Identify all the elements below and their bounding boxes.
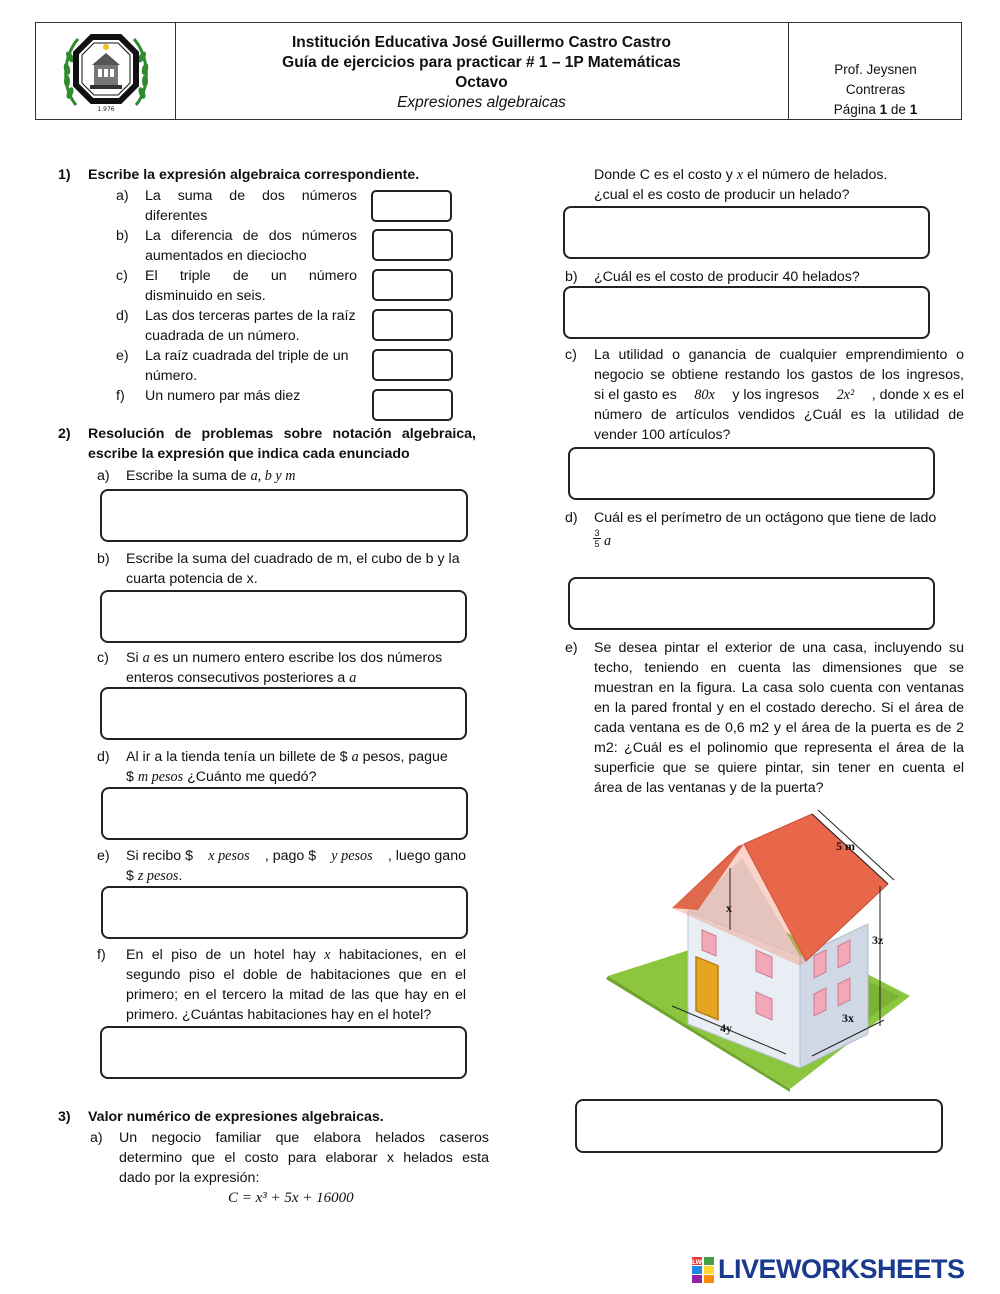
q2f-var: x [324, 947, 331, 963]
q3a-cont-pre: Donde C es el costo y [594, 167, 737, 183]
prof-name-1: Prof. Jeysnen [834, 62, 917, 77]
q2c-line1 [126, 648, 442, 668]
q3c-line5: vender 100 artículos? [594, 427, 731, 443]
q1a-answer-box[interactable] [371, 190, 452, 222]
q3c-line3-post: , donde x es el [871, 387, 964, 403]
q2f-answer-box[interactable] [100, 1026, 467, 1079]
q3d-letter: d) [565, 510, 578, 526]
q2e-line2-post: . [178, 868, 183, 884]
q3-number: 3) [58, 1109, 71, 1125]
q3a-cont-line1 [594, 165, 887, 185]
q2d-letter: d) [97, 749, 110, 765]
q1b-answer-box[interactable] [372, 229, 453, 261]
q2e-line1 [126, 846, 466, 866]
q1c-answer-box[interactable] [372, 269, 453, 301]
q1b-letter: b) [116, 228, 129, 244]
q2b-letter: b) [97, 551, 110, 567]
q1-title: Escribe la expresión algebraica correspondiente. [88, 167, 420, 183]
q1e-answer-box[interactable] [372, 349, 453, 381]
q2e-line2-pre: $ [126, 868, 138, 884]
q3a-formula: C = x³ + 5x + 16000 [228, 1190, 354, 1206]
q3d-line1: Cuál es el perímetro de un octágono que tiene de lado [594, 510, 937, 526]
q2e-part1: Si recibo $ [126, 848, 194, 864]
q3c-line4: número de artículos vendidos ¿Cuál es la utilidad de [594, 407, 964, 423]
q3-title: Valor numérico de expresiones algebraicas. [88, 1109, 384, 1125]
q2e-part3: , luego gano [387, 848, 466, 864]
q3c-line3-mid: y los ingresos [732, 387, 820, 403]
q3a-line3: dado por la expresión: [119, 1170, 260, 1186]
q3b-text: ¿Cuál es el costo de producir 40 helados? [594, 269, 860, 285]
header-table [35, 22, 962, 120]
q1e-line1: La raíz cuadrada del triple de un [145, 348, 349, 364]
q3b-letter: b) [565, 269, 578, 285]
q3a-answer-box[interactable] [563, 206, 930, 259]
q1a-line2: diferentes [145, 208, 208, 224]
q2f-line3: primero; en el tercero la mitad de las que hay en el [126, 987, 466, 1003]
q2c-line2 [126, 668, 356, 688]
q2-title-line1: Resolución de problemas sobre notación algebraica, [88, 426, 476, 442]
q3e-line4: en la pared frontal y en el costado derecho. Si el área de [594, 700, 964, 716]
q1c-line2: disminuido en seis. [145, 288, 266, 304]
q2d-post: pesos, pague [358, 749, 448, 765]
q3d-frac-den: 5 [594, 539, 600, 549]
q3e-line2: techo, teniendo en cuenta las dimensiones que se [594, 660, 964, 676]
page-of: de [890, 102, 906, 117]
liveworksheets-brand: LIVEWORKSHEETS [718, 1254, 965, 1284]
q1e-letter: e) [116, 348, 129, 364]
q2b-answer-box[interactable] [100, 590, 467, 643]
label-side-3x: 3x [842, 1011, 854, 1025]
q1b-line2: aumentados en dieciocho [145, 248, 307, 264]
q2b-line2: cuarta potencia de x. [126, 571, 258, 587]
q3c-letter: c) [565, 347, 577, 363]
q2-number: 2) [58, 426, 71, 442]
label-height-3z: 3z [872, 933, 884, 947]
page-number: 1 [879, 102, 888, 117]
q2f-line1 [126, 945, 466, 965]
q3a-cont-line2: ¿cual el es costo de producir un helado? [594, 187, 850, 203]
q3b-answer-box[interactable] [563, 286, 930, 339]
q2e-answer-box[interactable] [101, 886, 468, 939]
q3e-letter: e) [565, 640, 578, 656]
label-front-4y: 4y [720, 1021, 732, 1035]
q1d-letter: d) [116, 308, 129, 324]
q1b-line1: La diferencia de dos números [145, 228, 357, 244]
house-door [696, 957, 718, 1020]
q2e-part2: , pago $ [264, 848, 317, 864]
q2f-line4: primero. ¿Cuántas habitaciones hay en el hotel? [126, 1007, 432, 1023]
q2c-var: a [142, 650, 150, 666]
logo-cell [36, 23, 176, 119]
q2d-line2-pre: $ [126, 769, 138, 785]
q1a-line1: La suma de dos números [145, 188, 357, 204]
q3a-cont-var: x [736, 167, 744, 183]
q2c-line2-text: enteros consecutivos posteriores a [126, 670, 350, 686]
page-label: Página [833, 102, 876, 117]
q3c-line1: La utilidad o ganancia de cualquier emprendimiento o [594, 347, 964, 363]
prof-cell [788, 23, 962, 119]
q3e-line1: Se desea pintar el exterior de una casa, incluyendo su [594, 640, 964, 656]
q3e-line8: área de las ventanas y de la puerta? [594, 780, 824, 796]
q1f-answer-box[interactable] [372, 389, 453, 421]
q2f-line1-pre: En el piso de un hotel hay [126, 947, 325, 963]
q2c-var2: a [349, 670, 357, 686]
q1-number: 1) [58, 167, 71, 183]
q3c-line2: negocio se obtiene restando los gastos de los ingresos, [594, 367, 964, 383]
q3a-line2: determino que el costo para elaborar x helados esta [119, 1150, 489, 1166]
q3e-line7: superficie que se quiere pintar, sin tener en cuenta el [594, 760, 964, 776]
q2c-letter: c) [97, 650, 109, 666]
q1f-line1: Un numero par más diez [145, 388, 301, 404]
q2-title-line2: escribe la expresión que indica cada enunciado [88, 446, 410, 462]
q2e-line2 [126, 866, 182, 886]
q3d-answer-box[interactable] [568, 577, 935, 630]
q1d-line2: cuadrada de un número. [145, 328, 300, 344]
q3c-m2: 2x² [836, 387, 855, 403]
q1d-answer-box[interactable] [372, 309, 453, 341]
q2c-post: es un numero entero escribe los dos números [149, 650, 443, 666]
q2d-pre: Al ir a la tienda tenía un billete de $ [126, 749, 352, 765]
q2c-answer-box[interactable] [100, 687, 467, 740]
q2a-text-plain: Escribe la suma de [126, 468, 251, 484]
house-figure [600, 806, 920, 1092]
q2d-line2-post: ¿Cuánto me quedó? [183, 769, 317, 785]
q2a-letter: a) [97, 468, 110, 484]
logo-year: 1.976 [97, 106, 115, 113]
q2a-math: a, b y m [250, 468, 296, 484]
q2f-letter: f) [97, 947, 106, 963]
q1a-letter: a) [116, 188, 129, 204]
liveworksheets-logo[interactable] [692, 1256, 988, 1284]
q3e-answer-box[interactable] [575, 1099, 943, 1153]
q2e-m1: x pesos [208, 848, 250, 864]
prof-name-2: Contreras [845, 82, 906, 97]
q3e-line3: muestran en la figura. La casa solo cuenta con ventanas [594, 680, 964, 696]
q2d-var: a [351, 749, 359, 765]
q1c-letter: c) [116, 268, 128, 284]
q2b-line1: Escribe la suma del cuadrado de m, el cubo de b y la [126, 551, 460, 567]
page-indicator [789, 100, 962, 120]
q2d-answer-box[interactable] [101, 787, 468, 840]
school-logo [56, 27, 156, 117]
page-total: 1 [909, 102, 918, 117]
q1d-line1: Las dos terceras partes de la raíz [145, 308, 356, 324]
q1f-letter: f) [116, 388, 125, 404]
q3c-line3 [594, 385, 964, 405]
q3e-line6: m2: ¿Cuál es el polinomio que representa el área de la [594, 740, 964, 756]
guide-title: Guía de ejercicios para practicar # 1 – 1P Matemáticas [282, 54, 681, 71]
q2d-line2-math: m pesos [137, 769, 184, 785]
q3c-answer-box[interactable] [568, 447, 935, 500]
q2e-letter: e) [97, 848, 110, 864]
topic-label: Expresiones algebraicas [397, 94, 566, 111]
q2a-text [126, 466, 296, 486]
q1c-line1: El triple de un número [145, 268, 357, 284]
q2d-line1 [126, 747, 448, 767]
q3e-line5: cada ventana es de 0,6 m2 y el área de la puerta es de 2 [594, 720, 964, 736]
q3d-fraction [593, 528, 601, 549]
label-top-x: x [726, 901, 732, 915]
q2e-line2-math: z pesos [137, 868, 179, 884]
q1e-line2: número. [145, 368, 198, 384]
q2a-answer-box[interactable] [100, 489, 468, 542]
lw-badge-mark: LW [692, 1259, 702, 1266]
q3a-line1: Un negocio familiar que elabora helados caseros [119, 1130, 489, 1146]
q3d-var: a [604, 533, 612, 549]
q2e-m2: y pesos [331, 848, 373, 864]
school-name: Institución Educativa José Guillermo Castro Castro [292, 34, 671, 51]
q3c-line3-pre: si el gasto es [594, 387, 677, 403]
q3a-letter: a) [90, 1130, 103, 1146]
q2f-line2: segundo piso el doble de habitaciones que en el [126, 967, 466, 983]
q2f-line1-post: habitaciones, en el [330, 947, 467, 963]
q3c-m1: 80x [694, 387, 715, 403]
q3d-frac-num: 3 [594, 528, 600, 538]
label-roof-5m: 5 m [836, 839, 855, 853]
q2c-pre: Si [126, 650, 143, 666]
grade-label: Octavo [455, 74, 508, 91]
lw-badge-icon [692, 1257, 714, 1283]
q3a-cont-post: el número de helados. [743, 167, 888, 183]
q2d-line2 [126, 767, 316, 787]
